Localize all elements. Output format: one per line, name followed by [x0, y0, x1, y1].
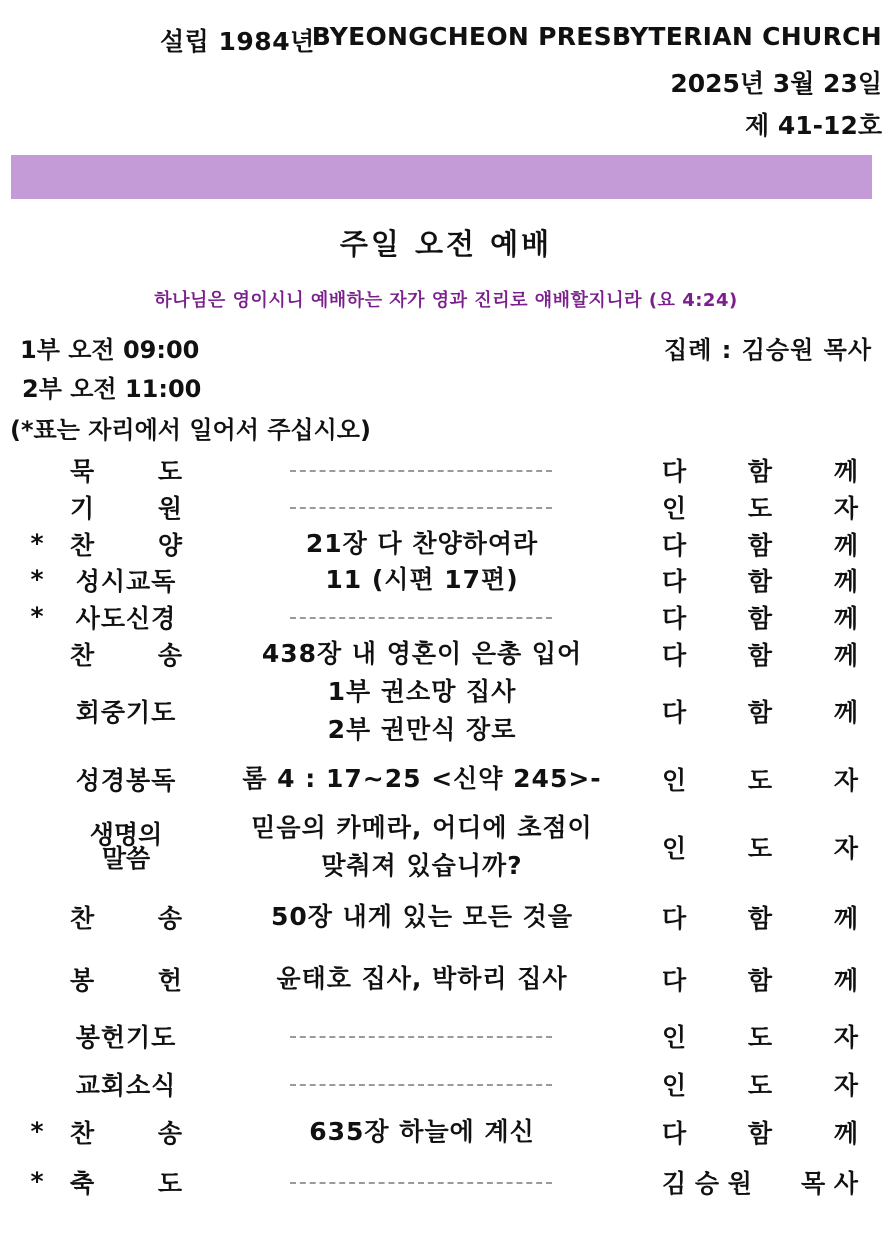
order-item-part: 송 [157, 1119, 182, 1148]
order-content-line: 믿음의 카메라, 어디에 초점이 [251, 813, 593, 842]
order-person [662, 1066, 858, 1102]
order-person [662, 526, 858, 562]
order-item-part: 말씀 [101, 844, 151, 873]
order-row [0, 673, 892, 749]
order-item-name [70, 1018, 182, 1054]
order-content-line: 1부 권소망 집사 [327, 677, 517, 706]
order-person-part: 께 [833, 531, 858, 560]
order-person [662, 452, 858, 488]
order-item-part: 성경봉독 [75, 766, 177, 795]
order-person-part: 다 [662, 567, 687, 596]
order-content-line: 2부 권만식 장로 [327, 715, 517, 744]
order-item-part: 도 [157, 457, 182, 486]
order-person-part: 함 [747, 641, 773, 670]
worship-title: 주일 오전 예배 [339, 227, 553, 261]
order-item-part: 찬 [70, 904, 95, 933]
order-item-part: 성시교독 [75, 567, 177, 596]
order-person [662, 761, 858, 797]
order-content-line: 맞춰져 있습니까? [321, 851, 523, 880]
order-person [662, 1164, 858, 1200]
order-item-part: 원 [157, 494, 182, 523]
order-person-part: 도 [747, 834, 773, 863]
order-item-part: 송 [157, 641, 182, 670]
standing-marker: * [30, 529, 44, 558]
order-item-name [70, 1114, 182, 1150]
order-person-part: 함 [747, 966, 773, 995]
order-person-part: 께 [833, 966, 858, 995]
order-row [0, 761, 892, 797]
order-content [222, 809, 622, 885]
church-name: BYEONGCHEON PRESBYTERIAN CHURCH [311, 22, 882, 51]
order-item-part: 찬 [70, 531, 95, 560]
order-item-part: 양 [157, 531, 182, 560]
order-person [662, 961, 858, 997]
order-person-part: 도 [747, 1071, 773, 1100]
order-item-name [70, 761, 182, 797]
order-row [0, 1066, 892, 1102]
order-item-part: 찬 [70, 641, 95, 670]
order-item-part: 찬 [70, 1119, 95, 1148]
order-person-part: 도 [747, 766, 773, 795]
order-item-part: 봉 [70, 966, 95, 995]
order-person-part: 도 [747, 494, 773, 523]
order-person-part: 함 [747, 698, 773, 727]
order-item-part: 사도신경 [75, 604, 177, 633]
order-content-line: 윤태호 집사, 박하리 집사 [276, 964, 568, 993]
scripture-verse: 하나님은 영이시니 예배하는 자가 영과 진리로 얘배할지니라 (요 4:24) [154, 290, 738, 311]
order-person-part: 다 [662, 531, 687, 560]
order-item-name [70, 809, 182, 885]
order-person-part: 자 [833, 766, 858, 795]
order-item-part: 축 [70, 1169, 95, 1198]
order-row [0, 1114, 892, 1150]
dashed-placeholder [290, 1036, 552, 1038]
order-person [662, 562, 858, 598]
order-item-part: 도 [157, 1169, 182, 1198]
order-item-part: 회중기도 [75, 698, 177, 727]
order-person-part: 다 [662, 1119, 687, 1148]
order-content [222, 761, 622, 797]
order-row [0, 1164, 892, 1200]
standing-note: (*표는 자리에서 일어서 주십시오) [10, 416, 371, 444]
order-person-part: 다 [662, 966, 687, 995]
dashed-placeholder [290, 1084, 552, 1086]
order-person-part: 함 [747, 1119, 773, 1148]
order-item-name [70, 562, 182, 598]
order-person-part: 목 사 [800, 1169, 858, 1198]
order-person-part: 다 [662, 457, 687, 486]
order-row [0, 452, 892, 488]
order-item-part: 생명의 [89, 820, 163, 849]
order-person [662, 899, 858, 935]
order-row [0, 526, 892, 562]
order-content-line: 11 (시편 17편) [325, 565, 519, 594]
order-item-part: 묵 [70, 457, 95, 486]
order-person-part: 께 [833, 1119, 858, 1148]
order-person-part: 함 [747, 531, 773, 560]
order-content-line: 438장 내 영혼이 은총 입어 [261, 639, 583, 668]
order-person [662, 599, 858, 635]
order-content-line: 21장 다 찬양하여라 [305, 529, 539, 558]
order-content [222, 636, 622, 672]
order-item-name [70, 1164, 182, 1200]
order-content [222, 526, 622, 562]
order-person-part: 께 [833, 641, 858, 670]
order-row [0, 961, 892, 997]
order-person [662, 673, 858, 749]
order-row [0, 809, 892, 885]
order-person-part: 자 [833, 1023, 858, 1052]
order-content-line: 롬 4 : 17~25 <신약 245>- [242, 764, 602, 793]
order-person-part: 께 [833, 604, 858, 633]
order-person-part: 인 [662, 1071, 687, 1100]
order-person [662, 636, 858, 672]
order-person-part: 다 [662, 698, 687, 727]
standing-marker: * [30, 1167, 44, 1196]
order-person [662, 1114, 858, 1150]
order-person-part: 인 [662, 766, 687, 795]
order-item-name [70, 599, 182, 635]
order-person-part: 인 [662, 1023, 687, 1052]
standing-marker: * [30, 1117, 44, 1146]
order-person-part: 함 [747, 567, 773, 596]
order-row [0, 1018, 892, 1054]
order-person-part: 함 [747, 904, 773, 933]
order-content-line: 635장 하늘에 계신 [309, 1117, 535, 1146]
order-person [662, 489, 858, 525]
order-person-part: 다 [662, 904, 687, 933]
order-row [0, 562, 892, 598]
first-service-time: 1부 오전 09:00 [20, 336, 200, 364]
standing-marker: * [30, 565, 44, 594]
order-person-part: 께 [833, 567, 858, 596]
dashed-placeholder [290, 507, 552, 509]
dashed-placeholder [290, 1182, 552, 1184]
order-person-part: 께 [833, 904, 858, 933]
order-item-name [70, 489, 182, 525]
order-person-part: 함 [747, 604, 773, 633]
order-content [222, 562, 622, 598]
order-person-part: 김 승 원 [662, 1169, 752, 1198]
order-content-line: 50장 내게 있는 모든 것을 [271, 902, 573, 931]
bulletin-date: 2025년 3월 23일 [670, 69, 882, 98]
established-year: 설립 1984년 [160, 27, 315, 56]
order-person-part: 다 [662, 604, 687, 633]
header-color-band [11, 155, 872, 199]
order-content [222, 899, 622, 935]
order-item-part: 송 [157, 904, 182, 933]
order-row [0, 636, 892, 672]
dashed-placeholder [290, 470, 552, 472]
order-item-name [70, 526, 182, 562]
order-person-part: 인 [662, 494, 687, 523]
order-person [662, 1018, 858, 1054]
standing-marker: * [30, 602, 44, 631]
order-item-name [70, 452, 182, 488]
order-person-part: 다 [662, 641, 687, 670]
order-content [222, 673, 622, 749]
order-item-name [70, 961, 182, 997]
order-item-name [70, 673, 182, 749]
order-item-name [70, 899, 182, 935]
issue-number: 제 41-12호 [745, 111, 882, 140]
order-person-part: 자 [833, 494, 858, 523]
order-person-part: 인 [662, 834, 687, 863]
order-row [0, 599, 892, 635]
order-item-part: 봉헌기도 [75, 1023, 177, 1052]
dashed-placeholder [290, 617, 552, 619]
order-content [222, 961, 622, 997]
order-row [0, 899, 892, 935]
order-person-part: 함 [747, 457, 773, 486]
order-item-part: 헌 [157, 966, 182, 995]
order-person-part: 자 [833, 834, 858, 863]
order-item-name [70, 636, 182, 672]
order-person-part: 께 [833, 457, 858, 486]
order-content [222, 1114, 622, 1150]
order-item-part: 기 [70, 494, 95, 523]
second-service-time: 2부 오전 11:00 [22, 375, 202, 403]
order-person [662, 809, 858, 885]
order-row [0, 489, 892, 525]
order-item-name [70, 1066, 182, 1102]
order-person-part: 도 [747, 1023, 773, 1052]
order-item-part: 교회소식 [75, 1071, 177, 1100]
order-person-part: 께 [833, 698, 858, 727]
officiant: 집례 : 김승원 목사 [664, 336, 872, 364]
order-person-part: 자 [833, 1071, 858, 1100]
